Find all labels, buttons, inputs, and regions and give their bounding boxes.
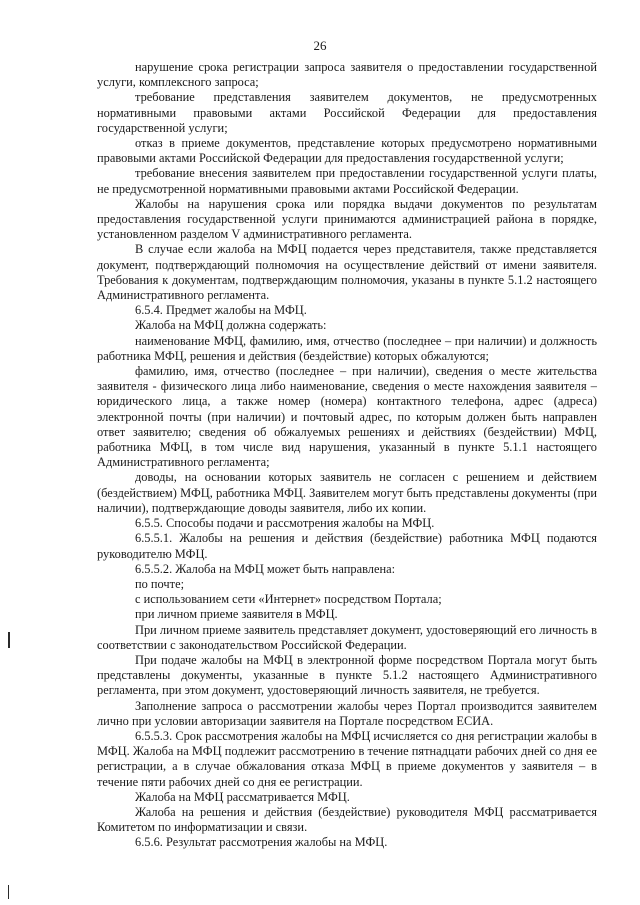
document-body [97,60,597,851]
page-number: 26 [313,38,327,53]
paragraph: Жалоба на решения и действия (бездействие) руководителя МФЦ рассматривается Комитетом по информатизации и связи. [97,804,597,835]
paragraph: отказ в приеме документов, представление которых предусмотрено нормативными правовыми актами Российской Федерации для предоставления государственной услуги; [97,136,597,166]
paragraph: Заполнение запроса о рассмотрении жалобы через Портал производится заявителем лично при условии авторизации заявителя на Портале посредством ЕСИА. [97,698,597,728]
paragraph: В случае если жалоба на МФЦ подается через представителя, также представляется документ, подтверждающий полномочия на осуществление действий от имени заявителя. Требования к документам, подтверждающим полномочия, указаны в пункте 5.1.2 настоящего Административного регламента. [97,242,597,303]
paragraph: наименование МФЦ, фамилию, имя, отчество (последнее – при наличии) и должность работника МФЦ, решения и действия (бездействие) которых обжалуются; [97,333,597,363]
paragraph: Жалоба на МФЦ рассматривается МФЦ. [135,789,350,804]
paragraph: При подаче жалобы на МФЦ в электронной форме посредством Портала могут быть представлены документы, указанные в пункте 5.1.2 настоящего Административного регламента, при этом документ, удостоверяющий личность заявителя, не требуется. [97,652,597,698]
scan-margin-mark [8,632,10,648]
section-heading: 6.5.4. Предмет жалобы на МФЦ. [135,303,307,318]
paragraph: с использованием сети «Интернет» посредством Портала; [135,592,442,607]
scan-margin-mark [8,885,9,899]
paragraph: 6.5.5.3. Срок рассмотрения жалобы на МФЦ исчисляется со дня регистрации жалобы в МФЦ. Жалоба на МФЦ подлежит рассмотрению в течение пятнадцати рабочих дней со дня ее регистрации, а в случае обжалования отказа МФЦ в приеме документов у заявителя – в течение пяти рабочих дней со дня ее регистрации. [97,728,597,789]
paragraph: нарушение срока регистрации запроса заявителя о предоставлении государственной услуги, комплексного запроса; [97,60,597,90]
paragraph: При личном приеме заявитель представляет документ, удостоверяющий его личность в соответствии с законодательством Российской Федерации. [97,622,597,652]
paragraph: требование внесения заявителем при предоставлении государственной услуги платы, не предусмотренной нормативными правовыми актами Российской Федерации. [97,166,597,196]
paragraph: требование представления заявителем документов, не предусмотренных нормативными правовыми актами Российской Федерации для предоставления государственной услуги; [97,90,597,135]
paragraph: по почте; [135,576,185,591]
section-heading: 6.5.6. Результат рассмотрения жалобы на МФЦ. [135,835,388,850]
paragraph: 6.5.5.2. Жалоба на МФЦ может быть направлена: [135,561,396,576]
paragraph: при личном приеме заявителя в МФЦ. [135,607,338,622]
section-heading: 6.5.5. Способы подачи и рассмотрения жалобы на МФЦ. [135,516,435,531]
paragraph: Жалобы на нарушения срока или порядка выдачи документов по результатам предоставления государственной услуги принимаются администрацией района в порядке, установленном разделом V административного регламента. [97,196,597,242]
paragraph: доводы, на основании которых заявитель не согласен с решением и действием (бездействием) МФЦ, работника МФЦ. Заявителем могут быть представлены документы (при наличии), подтверждающие доводы заявителя, либо их копии. [97,470,597,515]
paragraph: 6.5.5.1. Жалобы на решения и действия (бездействие) работника МФЦ подаются руководителю МФЦ. [97,531,597,561]
paragraph: Жалоба на МФЦ должна содержать: [135,318,327,333]
paragraph: фамилию, имя, отчество (последнее – при наличии), сведения о месте жительства заявителя - физического лица либо наименование, сведения о месте нахождения заявителя – юридического лица, а также номер (номера) контактного телефона, адрес (адреса) электронной почты (при наличии) и почтовый адрес, по которым должен быть направлен ответ заявителю; сведения об обжалуемых решениях и действиях (бездействии) МФЦ, работника МФЦ, в том числе вид нарушения, указанный в пункте 5.1.1 настоящего Административного регламента; [97,364,597,470]
